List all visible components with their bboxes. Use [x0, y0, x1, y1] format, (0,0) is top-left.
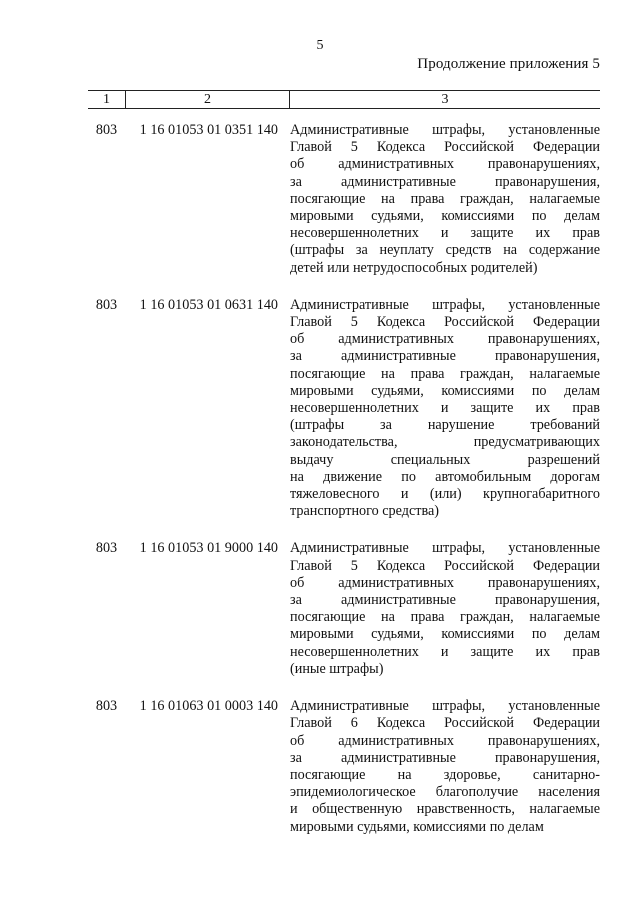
- description-line: несовершеннолетних и защите их прав: [290, 400, 600, 417]
- description-line: на движение по автомобильным дорогам: [290, 468, 600, 485]
- description-line: тяжеловесного и (или) крупногабаритного: [290, 486, 600, 503]
- description-line: посягающие на права граждан, налагаемые: [290, 609, 600, 626]
- description-line: детей или нетрудоспособных родителей): [290, 259, 538, 276]
- description-line: законодательства, предусматривающих: [290, 434, 600, 451]
- description-line: об административных правонарушениях,: [290, 732, 600, 749]
- admin-code-cell: 803: [95, 698, 118, 715]
- table-row: [88, 540, 600, 678]
- description-line: посягающие на здоровье, санитарно-: [290, 766, 600, 783]
- description-line: транспортного средства): [290, 503, 439, 520]
- description-line: Главой 6 Кодекса Российской Федерации: [290, 715, 600, 732]
- description-line: мировыми судьями, комиссиями по делам: [290, 382, 600, 399]
- admin-code-cell: 803: [95, 540, 118, 557]
- description-line: Главой 5 Кодекса Российской Федерации: [290, 139, 600, 156]
- continuation-label: Продолжение приложения 5: [417, 56, 600, 72]
- table-row: [88, 297, 600, 521]
- description-line: Административные штрафы, установленные: [290, 698, 600, 715]
- description-line: (иные штрафы): [290, 660, 384, 677]
- description-line: эпидемиологическое благополучие населения: [290, 784, 600, 801]
- description-line: об административных правонарушениях,: [290, 574, 600, 591]
- description-cell: [288, 698, 600, 836]
- description-line: посягающие на права граждан, налагаемые: [290, 365, 600, 382]
- description-line: за административные правонарушения,: [290, 173, 600, 190]
- description-line: за административные правонарушения,: [290, 348, 600, 365]
- description-line: Административные штрафы, установленные: [290, 540, 600, 557]
- description-line: мировыми судьями, комиссиями по делам: [290, 818, 544, 835]
- description-line: об административных правонарушениях,: [290, 156, 600, 173]
- header-col-2: 2: [125, 91, 290, 108]
- description-cell: [288, 297, 600, 521]
- description-line: несовершеннолетних и защите их прав: [290, 225, 600, 242]
- kbk-code-cell: 1 16 01053 01 9000 140: [139, 540, 278, 557]
- description-line: Административные штрафы, установленные: [290, 296, 600, 313]
- description-line: за административные правонарушения,: [290, 592, 600, 609]
- description-line: об административных правонарушениях,: [290, 331, 600, 348]
- header-col-3: 3: [441, 92, 449, 107]
- table-header: [88, 90, 600, 109]
- description-line: посягающие на права граждан, налагаемые: [290, 190, 600, 207]
- description-line: мировыми судьями, комиссиями по делам: [290, 626, 600, 643]
- table-body: [88, 122, 600, 856]
- page-number: 5: [316, 38, 324, 53]
- table-row: [88, 698, 600, 836]
- description-line: за административные правонарушения,: [290, 749, 600, 766]
- header-col-1: 1: [103, 92, 110, 107]
- admin-code-cell: 803: [95, 122, 118, 138]
- description-line: мировыми судьями, комиссиями по делам: [290, 208, 600, 225]
- description-cell: [288, 540, 600, 678]
- description-line: несовершеннолетних и защите их прав: [290, 643, 600, 660]
- description-line: выдачу специальных разрешений: [290, 451, 600, 468]
- description-line: (штрафы за нарушение требований: [290, 417, 600, 434]
- admin-code-cell: 803: [95, 296, 118, 313]
- kbk-code-cell: 1 16 01053 01 0631 140: [139, 296, 278, 313]
- description-line: Главой 5 Кодекса Российской Федерации: [290, 557, 600, 574]
- description-line: Административные штрафы, установленные: [290, 122, 600, 138]
- description-line: и общественную нравственность, налагаемые: [290, 801, 600, 818]
- description-line: (штрафы за неуплату средств на содержание: [290, 242, 600, 259]
- table-row: [88, 122, 600, 277]
- description-line: Главой 5 Кодекса Российской Федерации: [290, 314, 600, 331]
- kbk-code-cell: 1 16 01063 01 0003 140: [139, 698, 278, 715]
- kbk-code-cell: 1 16 01053 01 0351 140: [139, 122, 278, 138]
- description-cell: [288, 122, 600, 277]
